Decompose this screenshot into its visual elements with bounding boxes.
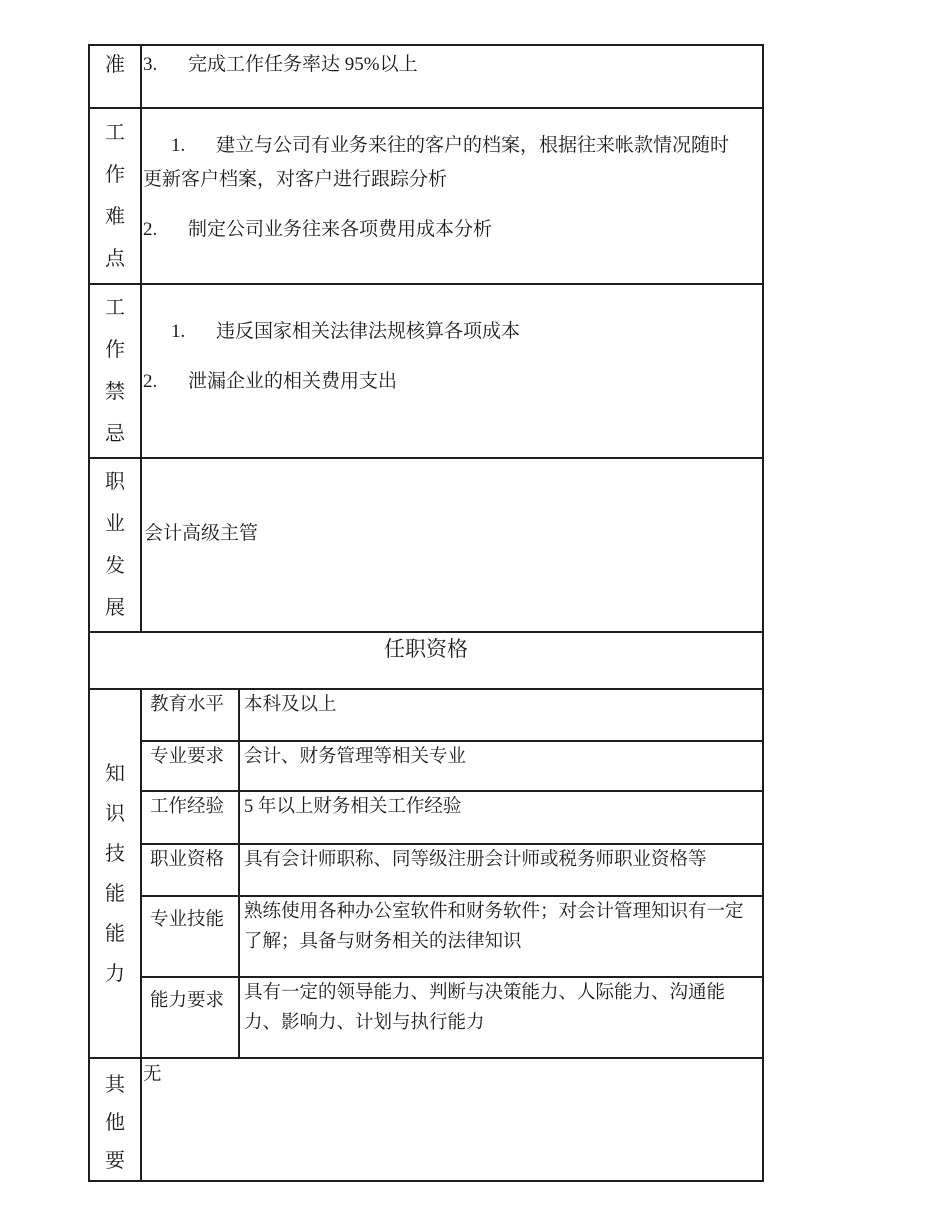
sub-row-value-major: 会计、财务管理等相关专业 (239, 741, 763, 791)
list-item-text: 建立与公司有业务来往的客户的档案，根据往来帐款情况随时更新客户档案，对客户进行跟踪分析 (143, 135, 730, 190)
row-assessment-standard (89, 45, 763, 108)
list-item (143, 365, 746, 399)
list-item-text: 完成工作任务率达 95%以上 (188, 54, 418, 75)
work-taboos-content-cell (141, 284, 763, 458)
work-taboos-row-label: 工作禁忌 (105, 297, 125, 445)
row-other-requirements (89, 1058, 763, 1181)
assessment-standard-row-label-cell (89, 45, 141, 108)
other-requirements-row-label: 其他要 (105, 1074, 125, 1172)
sub-row-label-experience: 工作经验 (141, 791, 239, 844)
row-knowledge-skills-major (89, 741, 763, 791)
list-item-text: 泄漏企业的相关费用支出 (188, 371, 398, 392)
list-item-number: 3. (143, 54, 158, 75)
career-development-text: 会计高级主管 (144, 523, 259, 544)
other-requirements-row-label-cell (89, 1058, 141, 1181)
sub-row-label-ability: 能力要求 (141, 977, 239, 1058)
row-work-difficulties (89, 108, 763, 284)
list-item (143, 315, 746, 349)
career-development-row-label: 职业发展 (105, 471, 125, 619)
list-item-text: 违反国家相关法律法规核算各项成本 (216, 321, 521, 342)
list-item-number: 1. (171, 321, 186, 342)
list-item-text: 制定公司业务往来各项费用成本分析 (188, 219, 493, 240)
qualification-header-title: 任职资格 (384, 637, 468, 661)
row-career-development (89, 458, 763, 632)
knowledge-skills-row-label-cell (89, 689, 141, 1058)
work-difficulties-row-label: 工作难点 (105, 122, 125, 270)
sub-row-value-professional-skills: 熟练使用各种办公室软件和财务软件；对会计管理知识有一定了解；具备与财务相关的法律知识 (239, 896, 763, 977)
list-item (143, 213, 746, 247)
work-taboos-row-label-cell (89, 284, 141, 458)
row-knowledge-skills-professional (89, 896, 763, 977)
assessment-standard-content-cell (141, 45, 763, 108)
sub-row-label-major: 专业要求 (141, 741, 239, 791)
work-difficulties-row-label-cell (89, 108, 141, 284)
sub-row-value-certification: 具有会计师职称、同等级注册会计师或税务师职业资格等 (239, 844, 763, 896)
row-knowledge-skills-experience (89, 791, 763, 844)
sub-row-value-education: 本科及以上 (239, 689, 763, 741)
assessment-standard-row-label: 准 (105, 54, 125, 76)
list-item-number: 2. (143, 371, 158, 392)
row-qualification-header (89, 632, 763, 689)
list-item-number: 2. (143, 219, 158, 240)
sub-row-label-professional-skills: 专业技能 (141, 896, 239, 977)
row-work-taboos (89, 284, 763, 458)
sub-row-label-certification: 职业资格 (141, 844, 239, 896)
sub-row-label-education: 教育水平 (141, 689, 239, 741)
other-requirements-content-cell (141, 1058, 763, 1181)
list-item (143, 48, 746, 82)
row-knowledge-skills-ability (89, 977, 763, 1058)
sub-row-value-ability: 具有一定的领导能力、判断与决策能力、人际能力、沟通能力、影响力、计划与执行能力 (239, 977, 763, 1058)
knowledge-skills-row-label: 知识技能能力 (105, 762, 125, 985)
career-development-row-label-cell (89, 458, 141, 632)
work-difficulties-content-cell (141, 108, 763, 284)
qualification-header-cell (89, 632, 763, 689)
career-development-content-cell (141, 458, 763, 632)
job-description-table (88, 44, 764, 1182)
row-knowledge-skills-certification (89, 844, 763, 896)
row-knowledge-skills-education (89, 689, 763, 741)
list-item-number: 1. (171, 135, 186, 156)
sub-row-value-experience: 5 年以上财务相关工作经验 (239, 791, 763, 844)
list-item (143, 129, 746, 197)
other-requirements-text: 无 (143, 1065, 162, 1085)
